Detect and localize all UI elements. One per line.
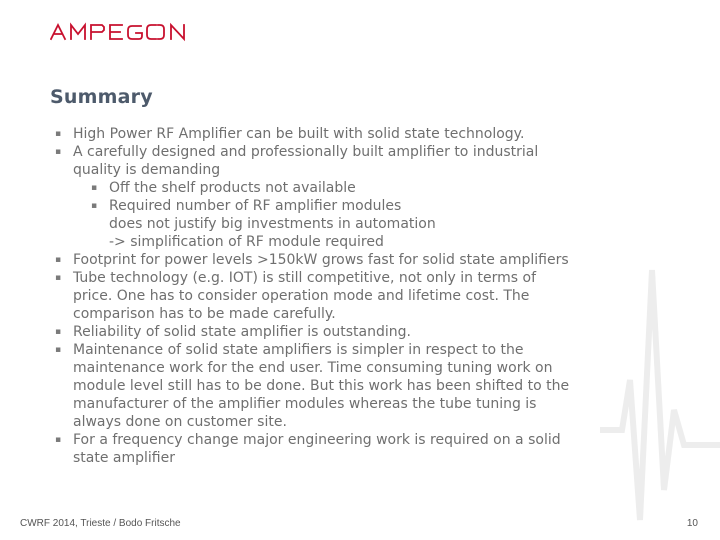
bullet-text: Reliability of solid state amplifier is outstanding.	[73, 324, 411, 340]
sub-bullet-text: Required number of RF amplifier modules	[109, 198, 402, 214]
bullet-icon: ▪	[91, 201, 98, 211]
sub-bullet-item	[55, 197, 625, 251]
bullet-text: High Power RF Amplifier can be built with solid state technology.	[73, 126, 525, 142]
bullet-text: Footprint for power levels >150kW grows fast for solid state amplifiers	[73, 252, 569, 268]
bullet-text: comparison has to be made carefully.	[73, 306, 336, 322]
bullet-text: Maintenance of solid state amplifiers is simpler in respect to the	[73, 342, 524, 358]
sub-bullet-text: Off the shelf products not available	[109, 180, 356, 196]
bullet-item	[55, 431, 625, 467]
bullet-icon: ▪	[55, 435, 62, 445]
bullet-text: Tube technology (e.g. IOT) is still competitive, not only in terms of	[73, 270, 536, 286]
bullet-icon: ▪	[91, 183, 98, 193]
bullet-text: state amplifier	[73, 450, 175, 466]
bullet-item	[55, 143, 625, 179]
bullet-text: price. One has to consider operation mode and lifetime cost. The	[73, 288, 530, 304]
bullet-text: module level still has to be done. But this work has been shifted to the	[73, 378, 570, 394]
sub-bullet-item	[55, 179, 625, 197]
bullet-text: A carefully designed and professionally built amplifier to industrial	[73, 144, 539, 160]
bullet-text: maintenance work for the end user. Time consuming tuning work on	[73, 360, 553, 376]
footer-text: CWRF 2014, Trieste / Bodo Fritsche	[20, 518, 181, 529]
bullet-icon: ▪	[55, 147, 62, 157]
page-number: 10	[686, 518, 698, 529]
sub-bullet-text: does not justify big investments in automation	[109, 216, 436, 232]
bullet-text: always done on customer site.	[73, 414, 287, 430]
waveform-decoration-icon	[600, 240, 720, 540]
bullet-icon: ▪	[55, 327, 62, 337]
slide-title: Summary	[50, 86, 153, 108]
bullet-item	[55, 323, 625, 341]
bullet-item	[55, 125, 625, 143]
ampegon-logo	[50, 22, 192, 42]
bullet-text: For a frequency change major engineering work is required on a solid	[73, 432, 561, 448]
bullet-item	[55, 251, 625, 269]
bullet-icon: ▪	[55, 273, 62, 283]
bullet-icon: ▪	[55, 255, 62, 265]
bullet-item	[55, 269, 625, 323]
bullet-list	[55, 125, 625, 467]
bullet-text: manufacturer of the amplifier modules whereas the tube tuning is	[73, 396, 537, 412]
bullet-icon: ▪	[55, 129, 62, 139]
bullet-text: quality is demanding	[73, 162, 221, 178]
bullet-item	[55, 341, 625, 431]
bullet-icon: ▪	[55, 345, 62, 355]
sub-bullet-text: -> simplification of RF module required	[109, 234, 384, 250]
